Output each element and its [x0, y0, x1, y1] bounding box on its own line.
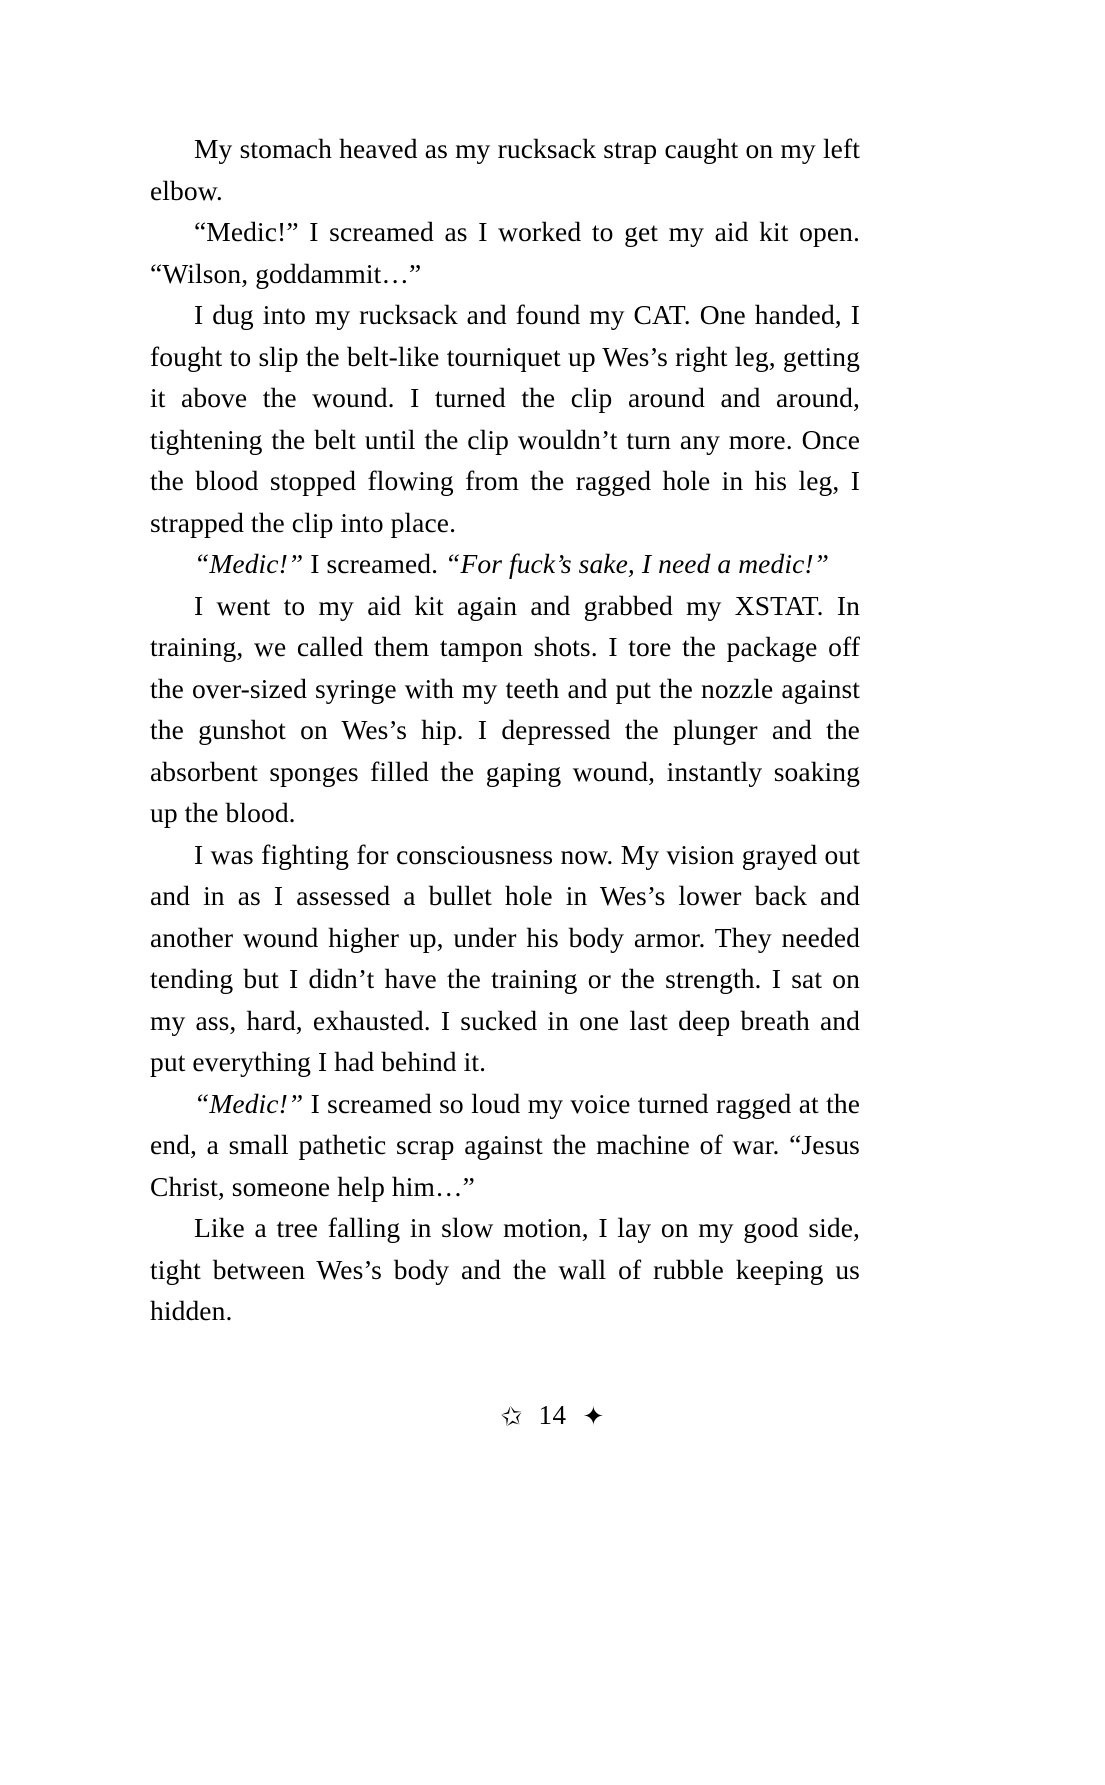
paragraph-segment: I screamed. [303, 548, 446, 579]
page-text-block [150, 128, 860, 1332]
paragraph: I dug into my rucksack and found my CAT. One handed, I fought to slip the belt-like tourniquet up Wes’s right leg, getting it above the wound. I turned the clip around and around, tightening the belt until the clip wouldn’t turn any more. Once the blood stopped flowing from the ragged hole in his leg, I strapped the clip into place. [150, 299, 860, 538]
paragraph: Like a tree falling in slow motion, I lay on my good side, tight between Wes’s body and the wall of rubble keeping us hidden. [150, 1212, 860, 1326]
paragraph: I was fighting for consciousness now. My vision grayed out and in as I assessed a bullet hole in Wes’s lower back and another wound higher up, under his body armor. They needed tending but I didn’t have the training or the strength. I sat on my ass, hard, exhausted. I sucked in one last deep breath and put everything I had behind it. [150, 838, 860, 1077]
page-number: 14 [538, 1400, 567, 1430]
fleuron-ornament-icon: ✦ [582, 1401, 605, 1431]
paragraph-segment-italic: “Medic!” [194, 1087, 304, 1119]
paragraph [150, 543, 860, 585]
paragraph-segment: I screamed so loud my voice turned ragged at the end, a small pathetic scrap against the machine of war. “Jesus Christ, someone help him…” [150, 1087, 860, 1202]
paragraph: My stomach heaved as my rucksack strap caught on my left elbow. [150, 133, 860, 206]
paragraph-segment-italic: “Medic!” [194, 548, 304, 579]
page-footer [0, 1400, 1105, 1431]
star-ornament-icon: ✩ [498, 1400, 525, 1432]
paragraph-segment-italic: “For fuck’s sake, I need a medic!” [445, 548, 830, 579]
paragraph: I went to my aid kit again and grabbed my XSTAT. In training, we called them tampon shots. I tore the package off the over-sized syringe with my teeth and put the nozzle against the gunshot on Wes’s hip. I depressed the plunger and the absorbent sponges filled the gaping wound, instantly soaking up the blood. [150, 589, 860, 828]
paragraph: “Medic!” I screamed as I worked to get my aid kit open. “Wilson, goddammit…” [150, 216, 860, 289]
paragraph [150, 1083, 860, 1208]
